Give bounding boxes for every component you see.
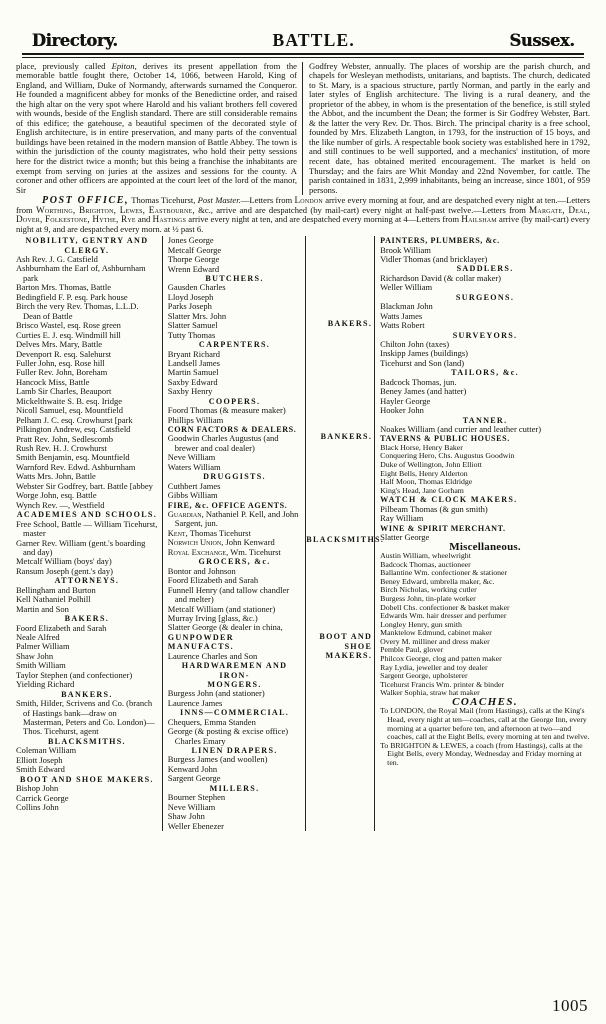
directory-entry: Delves Mrs. Mary, Battle: [16, 339, 103, 350]
intro-place-name: Epiton: [111, 60, 135, 71]
directory-entry: Wynch Rev. —, Westfield: [16, 499, 105, 510]
directory-entry: Carrick George: [16, 792, 69, 803]
running-head-right: Sussex.: [509, 31, 575, 51]
directory-entry: Brook William: [380, 244, 431, 255]
intro-column-left: [16, 62, 303, 196]
directory-entry: Phillips William: [167, 414, 224, 425]
directory-entry: Dobell Chs. confectioner & basket maker: [380, 602, 510, 612]
directory-entry: Overy M. milliner and dress maker: [380, 636, 490, 646]
directory-entry: Slatter Samuel: [167, 320, 218, 331]
directory-entry: Watts James: [380, 310, 423, 321]
post-office-towns-group-4: Hailsham: [461, 214, 497, 225]
directory-entry: Chilton John (taxes): [380, 338, 450, 349]
post-office-master-title: Post Master.: [197, 195, 241, 206]
directory-entry: Bryant Richard: [167, 348, 220, 359]
directory-entry: Ashburnham the Earl of, Ashburnham park: [16, 263, 146, 283]
trade-heading: COOPERS.: [208, 396, 261, 406]
directory-entry: Bedingfield F. P. esq. Park house: [16, 291, 128, 302]
directory-entry: Richardson David (& collar maker): [380, 272, 502, 283]
directory-column-4: [374, 236, 590, 831]
directory-entry: Ray William: [380, 513, 424, 524]
directory-entry: To BRIGHTON & LEWES, a coach (from Hastings), calls at the Eight Bells, every Monday, Wednesday and Friday morning at ten.: [380, 740, 583, 767]
directory-entry: Foord Elizabeth and Sarah: [167, 575, 259, 586]
trade-heading: COACHES.: [452, 696, 519, 709]
directory-entry: Black Horse, Henry Baker: [380, 442, 463, 452]
directory-entry: Cuthbert James: [167, 480, 221, 491]
directory-entry: Watts Mrs. John, Battle: [16, 471, 96, 482]
directory-entry: Eight Bells, Henry Alderton: [380, 468, 468, 478]
directory-entry: Elliott Joseph: [16, 754, 63, 765]
post-office-towns-group-2: Margate, Deal, Dover, Folkestone, Hythe, Rye: [16, 204, 590, 225]
directory-entry: Wrenn Edward: [167, 263, 220, 274]
directory-entry: Free School, Battle — William Ticehurst, master: [16, 518, 158, 539]
trade-heading: CLERGY.: [64, 245, 110, 255]
directory-entry: Foord Thomas (& measure maker): [167, 405, 286, 416]
trade-heading: DRUGGISTS.: [203, 472, 266, 482]
directory-entry: Gibbs William: [167, 490, 218, 501]
directory-entry: Saxby Henry: [167, 386, 213, 397]
directory-listings: [16, 236, 590, 831]
directory-entry: Ticehurst and Son (land): [380, 357, 465, 368]
directory-entry: Ballantine Wm. confectioner & stationer: [380, 568, 508, 578]
directory-entry: Birch Nicholas, working cutler: [380, 585, 477, 595]
entry-company-name: Kent: [167, 527, 186, 538]
trade-heading: ATTORNEYS.: [54, 576, 120, 586]
post-office-title: POST OFFICE,: [42, 195, 130, 207]
directory-entry: Mickelthwaite S. B. esq. Iridge: [16, 395, 122, 406]
directory-entry: Funnell Henry (and tallow chandler and melter): [167, 584, 290, 605]
directory-entry: Worge John, esq. Battle: [16, 490, 97, 501]
directory-entry: Burgess John (and stationer): [167, 688, 265, 699]
directory-entry: Hayler George: [380, 395, 431, 406]
post-office-block: [16, 196, 590, 234]
directory-column-3: [305, 236, 385, 831]
rule-thick: [22, 53, 584, 55]
directory-entry: King's Head, Jane Gorham: [380, 485, 464, 495]
entry-company-name: Guardian: [167, 509, 202, 520]
post-office-towns-group-3: Hastings: [152, 214, 187, 225]
directory-entry: Sargent George: [167, 773, 221, 784]
directory-entry: Yielding Richard: [16, 679, 75, 690]
trade-heading: HARDWAREMEN AND IRON-: [181, 661, 288, 680]
directory-entry: Collins John: [16, 801, 59, 812]
directory-entry: Neve William: [167, 452, 216, 463]
directory-entry: Smith Edward: [16, 764, 65, 775]
intro-right-text: Godfrey Webster, annually. The places of worship are the parish church, and chapels for Wesleyan methodists, unitarians, and baptists. The church, dedicated to St. Mary, is a spacious structure, partly Norman, and partly in the early and later styles of English architecture. The living is a rural deanery, and the proprietor of the abbey, in whom is the presentation of the benefice, is still styled the Abbot, and the incumbent the Dean; the former is Sir Godfrey Webster, Bart. & the latter the very Rev. Dr. Thos. Birch. The principal charity is a free school, founded by Mrs. Elizabeth Langton, in 1793, for the instruction of 15 boys, and the like number of girls. A respectable book society was established here in 1792, and still continues to be well supported, and a mechanics' institution, of more recent date, has obtained merited encouragement. The market is held on Thursday; and the fairs are Whit Monday and 22nd November, for cattle. The parish contained in 1831, 2,999 inhabitants, being an increase, since 1801, of 959 persons.: [309, 60, 590, 195]
directory-entry: Rush Rev. H. J. Crowhurst: [16, 443, 107, 454]
directory-entry: Slatter Mrs. John: [167, 310, 227, 321]
directory-entry: Metcalf William (and stationer): [167, 603, 276, 614]
directory-entry: Walker Sophia, straw hat maker: [380, 688, 480, 698]
trade-heading: CORN FACTORS & DEALERS.: [167, 425, 297, 435]
directory-entry: Conquering Hero, Chs. Augustus Goodwin: [380, 451, 515, 461]
directory-entry: Smith Benjamin, esq. Mountfield: [16, 452, 130, 463]
directory-entry: Laurence James: [167, 697, 223, 708]
directory-entry: Garner Rev. William (gent.'s boarding and day): [16, 537, 146, 557]
directory-entry: Birch the very Rev. Thomas, L.L.D. Dean of Battle: [16, 301, 139, 321]
directory-entry: Manktelow Edmund, cabinet maker: [380, 628, 492, 638]
directory-entry: Martin and Son: [16, 603, 69, 614]
directory-entry: Ticehurst Francis Wm. printer & binder: [380, 679, 505, 689]
directory-entry: Burgess John, tin-plate worker: [380, 593, 476, 603]
directory-entry: Blackman John: [380, 301, 433, 312]
directory-entry: Thorpe George: [167, 254, 220, 265]
directory-entry: Beney Edward, umbrella maker, &c.: [380, 576, 495, 586]
directory-entry: Laurence Charles and Son: [167, 650, 258, 661]
directory-entry: Hooker John: [380, 405, 424, 416]
directory-entry: Philcox George, clog and patten maker: [380, 654, 502, 664]
trade-heading: TANNER.: [462, 415, 508, 425]
directory-entry: Smith, Hilder, Scrivens and Co. (branch of Hastings bank—draw on Masterman, Peters and Co. London)—Thos. Ticehurst, agent: [16, 698, 155, 737]
directory-entry: Beney James (and hatter): [380, 386, 467, 397]
directory-entry: Waters William: [167, 461, 221, 472]
post-office-town-london: London: [294, 195, 323, 206]
trade-heading: PAINTERS, PLUMBERS, &c.: [380, 236, 500, 246]
directory-entry: Brisco Wastel, esq. Rose green: [16, 320, 121, 331]
directory-entry: Inskipp James (buildings): [380, 348, 468, 359]
directory-entry: Bishop John: [16, 783, 59, 794]
directory-entry: Martin Samuel: [167, 367, 219, 378]
trade-heading: SURGEONS.: [455, 292, 515, 302]
directory-column-2: [162, 236, 306, 831]
directory-entry: Parks Joseph: [167, 301, 212, 312]
trade-heading: WATCH & CLOCK MAKERS.: [380, 495, 518, 505]
directory-entry: Bontor and Johnson: [167, 565, 236, 576]
page-number: 1005: [552, 996, 588, 1015]
directory-entry: To LONDON, the Royal Mail (from Hastings), calls at the King's Head, every night at ten—coaches, call at the George Inn, every morning at a quarter before ten, and afternoon at two—and coaches, call at the Eight Bells, every morning at ten and twelve.: [380, 706, 590, 742]
directory-entry: Palmer William: [16, 641, 70, 652]
directory-entry: Jones George: [167, 235, 214, 246]
trade-heading: TAILORS, &c.: [451, 368, 519, 378]
directory-entry: Metcalf William (boys' day): [16, 556, 112, 567]
trade-heading-continued: BLACKSMITHS.: [306, 535, 385, 545]
directory-entry: Pelham J. C. esq. Crowhurst [park: [16, 414, 133, 425]
intro-column-right: [303, 62, 590, 196]
trade-heading-continued: BAKERS.: [327, 319, 373, 329]
directory-entry: Landsell James: [167, 357, 220, 368]
directory-entry: Burgess James (and woollen): [167, 754, 268, 765]
directory-column-1: [16, 236, 162, 831]
trade-heading: CARPENTERS.: [198, 340, 271, 350]
directory-entry: Slatter George: [380, 532, 430, 543]
directory-entry: Weller William: [380, 282, 433, 293]
directory-entry: Lloyd Joseph: [167, 291, 214, 302]
directory-entry: Ray Lydia, jeweller and toy dealer: [380, 662, 488, 672]
directory-entry: Tutty Thomas: [167, 329, 216, 340]
directory-entry: Bellingham and Burton: [16, 584, 96, 595]
trade-heading: FIRE, &c. OFFICE AGENTS.: [167, 500, 288, 510]
directory-entry: Shaw John: [167, 811, 205, 822]
directory-entry: Hancock Miss, Battle: [16, 376, 90, 387]
directory-entry: Lamb Sir Charles, Beauport: [16, 386, 112, 397]
trade-heading: BUTCHERS.: [205, 273, 264, 283]
trade-heading: ACADEMIES AND SCHOOLS.: [16, 510, 158, 520]
directory-entry: Murray Irving [glass, &c.): [167, 612, 258, 623]
trade-heading: BLACKSMITHS.: [47, 736, 126, 746]
directory-entry: Fuller Rev. John, Boreham: [16, 367, 108, 378]
trade-heading-continued: BOOT AND SHOE MAKERS.: [319, 632, 373, 660]
trade-heading: WINE & SPIRIT MERCHANT.: [380, 523, 506, 533]
introduction: [16, 62, 590, 196]
directory-entry: Noakes William (and currier and leather cutter): [380, 423, 542, 434]
trade-heading: TAVERNS & PUBLIC HOUSES.: [380, 434, 510, 444]
directory-entry: Fuller John, esq. Rose hill: [16, 357, 105, 368]
directory-entry: Chequers, Emma Standen: [167, 716, 256, 727]
trade-heading: GROCERS, &c.: [198, 557, 271, 567]
directory-entry: Slatter George (& dealer in china,: [167, 622, 283, 633]
trade-heading: SURVEYORS.: [452, 330, 518, 340]
trade-heading: BAKERS.: [64, 614, 110, 624]
directory-entry: Half Moon, Thomas Eldridge: [380, 477, 473, 487]
directory-entry: Pilbeam Thomas (& gun smith): [380, 503, 488, 514]
directory-entry: Nicoll Samuel, esq. Mountfield: [16, 405, 123, 416]
header-rule: [22, 53, 584, 58]
trade-heading: MONGERS.: [207, 679, 262, 689]
directory-entry: Edwards Wm. hair dresser and perfumer: [380, 611, 507, 621]
directory-entry: Taylor Stephen (and confectioner): [16, 669, 133, 680]
directory-entry: Neve William: [167, 801, 216, 812]
directory-entry: George (& posting & excise office) Charles Emary: [167, 726, 289, 746]
directory-entry: Smith William: [16, 660, 66, 671]
directory-entry: Norwich Union, John Kenward: [167, 537, 275, 548]
directory-entry: Gausden Charles: [167, 282, 226, 293]
trade-heading: INNS—COMMERCIAL.: [179, 708, 290, 718]
entry-company-name: Royal Exchange: [167, 546, 227, 557]
post-office-body: —Letters from London arrive every morning at four, and are despatched every night at ten.—Letters from Worthing, Brighton, Lewes, Eastbourne, &c., arrive and are despatched (by mail-cart) every night at half-past twelve.—Letters from Margate, Deal, Dover, Folkestone, Hythe, Rye and Hastings arrive every night at ten, and are despatched every morning at 4—Letters from Hailsham arrive (by mail-cart) every night at 9, and are despatched every morn. at ½ past 6.: [16, 195, 591, 234]
directory-entry: Shaw John: [16, 650, 54, 661]
trade-heading-continued: BANKERS.: [320, 432, 373, 442]
directory-entry: Bourner Stephen: [167, 792, 226, 803]
directory-entry: Austin William, wheelwright: [380, 550, 471, 560]
entry-company-name: Norwich Union: [167, 537, 222, 548]
directory-entry: Webster Sir Godfrey, bart. Battle [abbey: [16, 480, 153, 491]
directory-entry: Weller Ebenezer: [167, 820, 224, 831]
directory-entry: Ransum Joseph (gent.'s day): [16, 565, 113, 576]
trade-heading: LINEN DRAPERS.: [191, 746, 278, 756]
trade-heading: BOOT AND SHOE MAKERS.: [20, 774, 154, 784]
trade-heading: MILLERS.: [209, 783, 260, 793]
rule-thin: [22, 57, 584, 58]
trade-heading: SADDLERS.: [456, 264, 514, 274]
directory-entry: Kenward John: [167, 763, 218, 774]
directory-entry: Sargent George, upholsterer: [380, 671, 468, 681]
directory-entry: Warnford Rev. Edwd. Ashburnham: [16, 461, 136, 472]
trade-heading: NOBILITY, GENTRY AND: [25, 236, 149, 246]
directory-entry: Kell Nathaniel Polhill: [16, 594, 91, 605]
directory-entry: Kent, Thomas Ticehurst: [167, 527, 251, 538]
directory-entry: Vidler Thomas (and bricklayer): [380, 254, 488, 265]
post-office-towns-group-1: Worthing, Brighton, Lewes, Eastbourne,: [35, 204, 195, 215]
directory-entry: Devenport R. esq. Salehurst: [16, 348, 112, 359]
directory-entry: Curties E. J. esq. Windmill hill: [16, 329, 121, 340]
directory-entry: Metcalf George: [167, 244, 222, 255]
trade-heading: BANKERS.: [61, 689, 113, 699]
directory-entry: Saxby Edward: [167, 376, 218, 387]
directory-entry: Pratt Rev. John, Sedlescomb: [16, 433, 113, 444]
directory-entry: Coleman William: [16, 745, 77, 756]
directory-entry: Ash Rev. J. G. Catsfield: [16, 253, 98, 264]
trade-heading: GUNPOWDER MANUFACTS.: [167, 632, 234, 652]
trade-heading: Miscellaneous.: [449, 540, 521, 553]
running-head-center: BATTLE.: [272, 30, 355, 50]
directory-entry: Guardian, Nathaniel P. Kell, and John Sargent, jun.: [167, 509, 299, 529]
directory-entry: Barton Mrs. Thomas, Battle: [16, 282, 111, 293]
directory-entry: Pemble Paul, glover: [380, 645, 444, 655]
directory-entry: Badcock Thomas, jun.: [380, 376, 457, 387]
running-head-left: Directory.: [31, 31, 118, 51]
directory-entry: Watts Robert: [380, 320, 425, 331]
directory-entry: Badcock Thomas, auctioneer: [380, 559, 471, 569]
directory-entry: Duke of Wellington, John Elliott: [380, 459, 482, 469]
directory-entry: Goodwin Charles Augustus (and brewer and coal dealer): [167, 433, 279, 453]
directory-entry: Pilkington Andrew, esq. Catsfield: [16, 424, 131, 435]
intro-left-text: place, previously called Epiton, derives its present appellation from the memorable battle fought there, October 14, 1066, between Harold, King of England, and William, Duke of Normandy, afterwards surnamed the Conqueror. He founded a magnificent abbey for monks of the Benedictine order, and raised the high altar on the very spot where Harold and his valiant brothers fell covered with wounds, beside of the English standard. There are still considerable remains of this edifice; the gatehouse, a beautiful specimen of the decorated style of English architecture, is in entire preservation, and many parts of the conventual buildings have been retained in the modern mansion of Battle Abbey. The town is within the jurisdiction of the county magistrates, who hold their petty sessions here for the district twice a month; but this being a franchise the inhabitants are exempt from serving on juries at the assizes and sessions for the county. A coroner and other officers are appointed at the court leet of the lord of the manor, Sir: [16, 60, 297, 195]
directory-entry: Neale Alfred: [16, 631, 60, 642]
directory-entry: Royal Exchange, Wm. Ticehurst: [167, 546, 281, 557]
running-head: [16, 30, 590, 51]
directory-entry: Foord Elizabeth and Sarah: [16, 622, 107, 633]
post-office-master: Thomas Ticehurst, Post Master.: [131, 195, 241, 206]
directory-entry: Longley Henry, gun smith: [380, 619, 462, 629]
